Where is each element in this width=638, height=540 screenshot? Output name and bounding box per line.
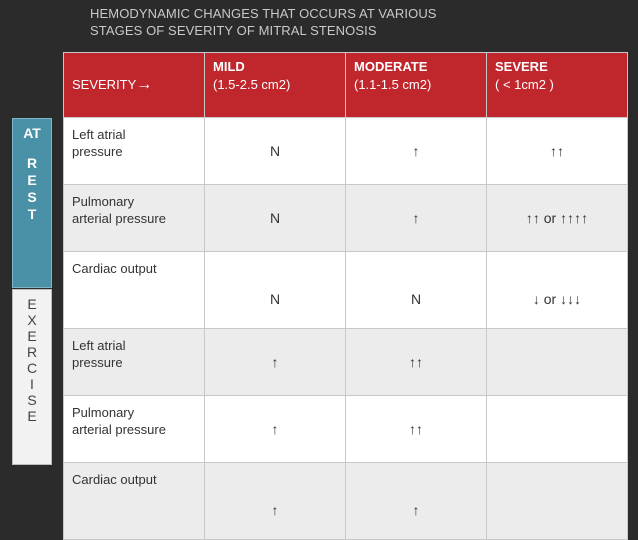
cell-moderate [346,185,487,252]
rest-letter: E [27,172,37,188]
table-row [64,252,628,329]
exercise-letter: X [27,312,37,328]
cell-value: ↑↑ or ↑↑↑↑ [525,210,589,226]
exercise-letters [13,290,51,424]
rest-letter: T [27,206,37,222]
cell-moderate [346,252,487,329]
exercise-letter: S [27,392,37,408]
cell-value: N [410,291,422,307]
at-text: AT [23,125,41,141]
header-severe [487,53,628,118]
cell-severe [487,329,628,396]
row-label-line1: Cardiac output [72,261,157,276]
cell-value: N [269,143,281,159]
exercise-letter: I [30,376,34,392]
severity-label: SEVERITY [72,77,137,92]
row-label [64,252,205,329]
cell-severe [487,396,628,463]
severe-label: SEVERE [495,59,548,74]
cell-moderate [346,329,487,396]
cell-value: ↓ or ↓↓↓ [532,291,582,307]
header-severity [64,53,205,118]
hemodynamic-table [63,52,628,540]
cell-value: ↑ [271,502,279,518]
cell-value: N [269,291,281,307]
slide-title [90,5,437,39]
row-label [64,118,205,185]
slide-title-line2: STAGES OF SEVERITY OF MITRAL STENOSIS [90,23,377,38]
cell-mild [205,463,346,540]
row-label-line2: pressure [72,355,123,370]
mild-range: (1.5-2.5 cm2) [213,77,291,92]
table-row [64,463,628,540]
cell-value: ↑↑ [550,143,564,159]
table-header-row [64,53,628,118]
exercise-label [12,289,52,465]
slide-title-line1: HEMODYNAMIC CHANGES THAT OCCURS AT VARIOUS [90,6,437,21]
cell-moderate [346,463,487,540]
cell-severe [487,118,628,185]
cell-value: ↑ [412,210,420,226]
cell-severe [487,252,628,329]
cell-mild [205,185,346,252]
table-row [64,185,628,252]
exercise-letter: E [27,328,37,344]
cell-mild [205,118,346,185]
header-moderate [346,53,487,118]
cell-value: ↑ [412,502,420,518]
table-row [64,329,628,396]
cell-value: ↑ [271,421,279,437]
cell-value: ↑ [271,354,279,370]
exercise-letter: C [26,360,38,376]
arrow-right-icon: → [136,76,153,93]
row-label [64,396,205,463]
exercise-letter: E [27,296,37,312]
mild-label: MILD [213,59,245,74]
row-label-line2: arterial pressure [72,422,166,437]
row-label [64,329,205,396]
cell-moderate [346,118,487,185]
row-label-line2: pressure [72,144,123,159]
row-label-line1: Pulmonary [72,405,135,420]
moderate-range: (1.1-1.5 cm2) [354,77,432,92]
rest-letter: S [27,189,37,205]
cell-value: ↑↑ [409,354,423,370]
row-label [64,463,205,540]
cell-value: ↑↑ [409,421,423,437]
rest-letter: R [26,155,38,171]
cell-value: N [269,210,281,226]
cell-mild [205,329,346,396]
cell-value: ↑ [412,143,420,159]
cell-mild [205,252,346,329]
row-label [64,185,205,252]
cell-severe [487,463,628,540]
moderate-label: MODERATE [354,59,428,74]
rest-letters [13,155,51,223]
table-row [64,396,628,463]
row-label-line2: arterial pressure [72,211,166,226]
row-label-line1: Cardiac output [72,472,157,487]
cell-severe [487,185,628,252]
header-mild [205,53,346,118]
cell-mild [205,396,346,463]
at-rest-label [12,118,52,288]
severe-range: ( < 1cm2 ) [495,77,554,92]
row-label-line1: Left atrial [72,338,126,353]
row-label-line1: Left atrial [72,127,126,142]
exercise-letter: E [27,408,37,424]
row-label-line1: Pulmonary [72,194,135,209]
cell-moderate [346,396,487,463]
exercise-letter: R [26,344,38,360]
table-row [64,118,628,185]
